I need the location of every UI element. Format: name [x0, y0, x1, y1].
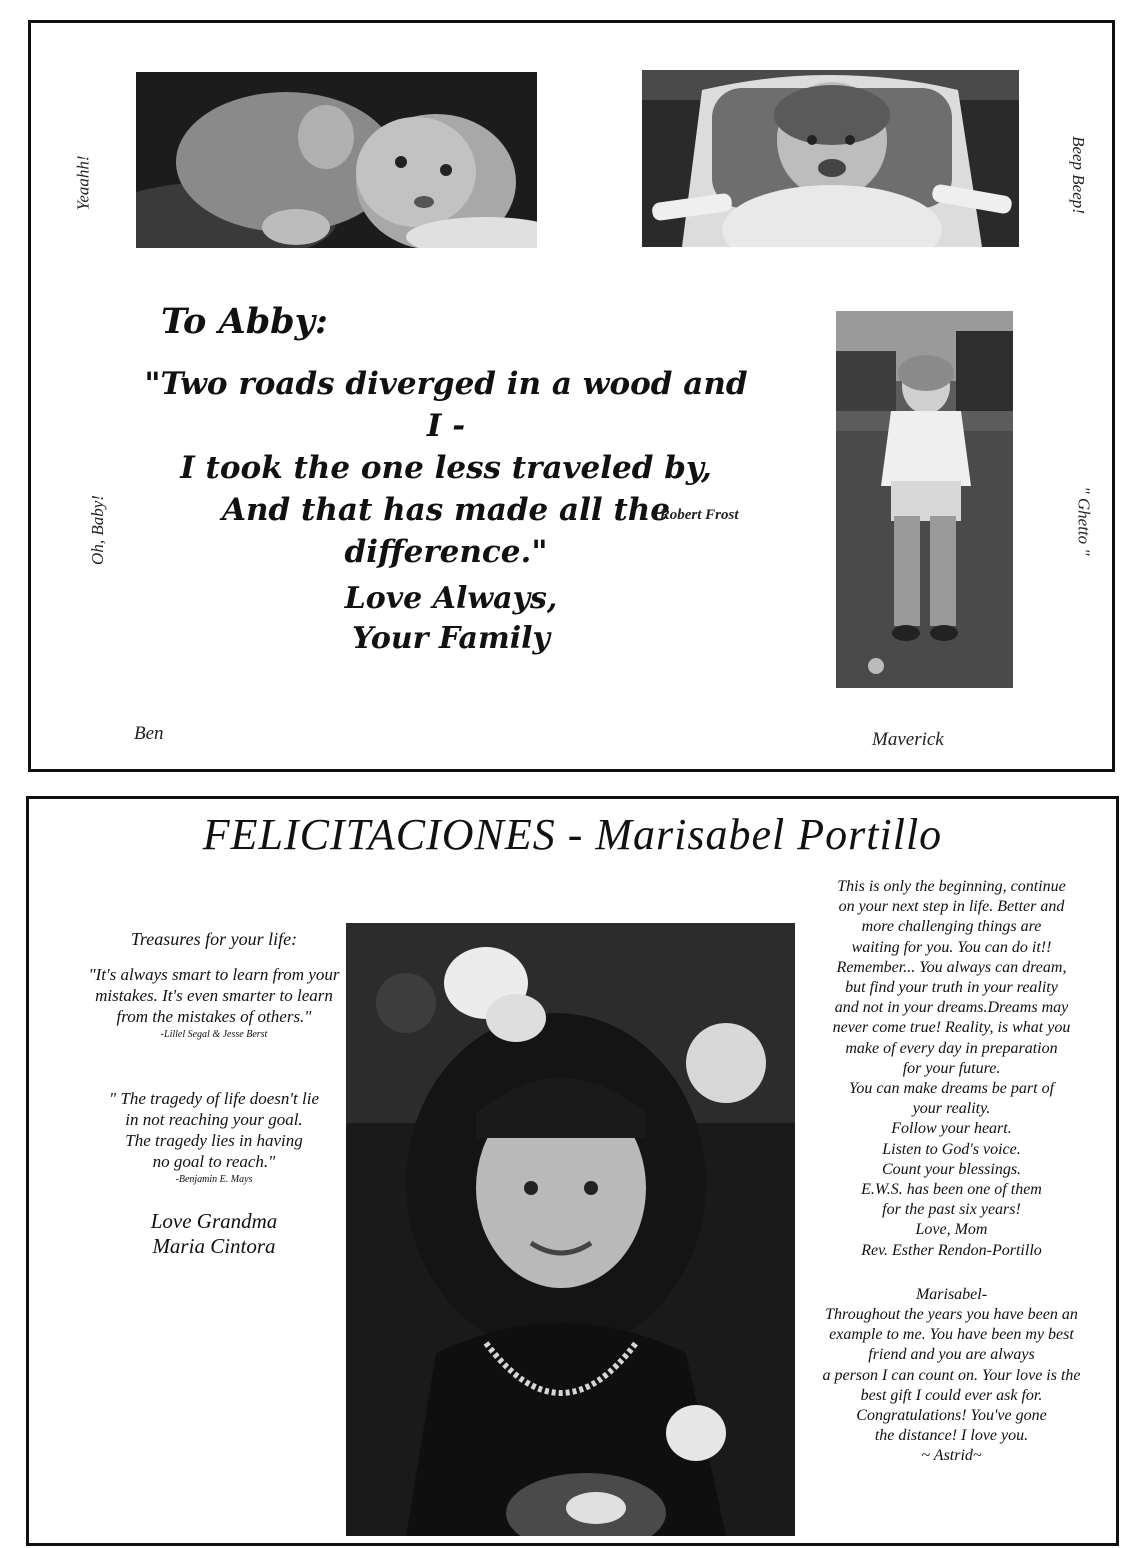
grandma-column [69, 929, 359, 1259]
message-line: your reality. [912, 1100, 991, 1118]
quote-line: "It's always smart to learn from your [88, 965, 340, 984]
grandma-signature [69, 1209, 359, 1259]
sign-line: Love Grandma [150, 1209, 278, 1233]
message-line: for the past six years! [882, 1201, 1021, 1219]
portrait-photo [346, 923, 795, 1536]
standing-girl-photo [836, 311, 1013, 688]
caption-maverick: Maverick [872, 729, 944, 750]
closing-line: Love Always, [344, 581, 558, 616]
message-line: example to me. You have been my best [829, 1326, 1074, 1344]
dedication-heading: To Abby: [161, 301, 328, 342]
message-line: for your future. [902, 1059, 1001, 1077]
caption-ben: Ben [134, 723, 164, 744]
quote-line: I took the one less traveled by, [180, 450, 712, 486]
mom-and-astrid-column [799, 877, 1104, 1467]
quote-line: " The tragedy of life doesn't lie [108, 1089, 320, 1108]
message-line: a person I can count on. Your love is the [822, 1366, 1081, 1384]
message-line: the distance! I love you. [874, 1427, 1029, 1445]
toddler-chair-photo [642, 70, 1019, 247]
baby-photo [136, 72, 537, 248]
quote-line: from the mistakes of others." [116, 1007, 312, 1026]
quote-line: The tragedy lies in having [125, 1131, 303, 1150]
message-line: waiting for you. You can do it!! [851, 938, 1052, 956]
quote-line: "Two roads diverged in a wood and I - [144, 366, 748, 444]
quote-attribution: - Robert Frost [651, 507, 739, 523]
message-line: on your next step in life. Better and [838, 898, 1065, 916]
message-line: Congratulations! You've gone [856, 1407, 1047, 1425]
message-line: Remember... You always can dream, [836, 958, 1067, 976]
label-ghetto: " Ghetto " [1074, 486, 1094, 556]
closing-signature [311, 579, 591, 659]
message-line: never come true! Reality, is what you [832, 1019, 1071, 1037]
message-line: This is only the beginning, continue [837, 878, 1066, 895]
message-line: Listen to God's voice. [882, 1140, 1021, 1158]
message-line: Count your blessings. [881, 1160, 1022, 1178]
mom-message [799, 877, 1104, 1261]
message-line: You can make dreams be part of [848, 1080, 1055, 1098]
panel-title: FELICITACIONES - Marisabel Portillo [202, 810, 943, 859]
treasures-heading: Treasures for your life: [130, 929, 298, 949]
closing-line: Your Family [352, 621, 550, 656]
quote-one [69, 964, 359, 1027]
message-line: make of every day in preparation [845, 1039, 1058, 1057]
family-message-panel [28, 20, 1115, 772]
label-oh-baby: Oh, Baby! [87, 495, 107, 565]
message-line: and not in your dreams.Dreams may [834, 999, 1069, 1017]
message-line: but find your truth in your reality [845, 979, 1058, 997]
message-line: friend and you are always [868, 1346, 1035, 1364]
felicitaciones-panel [26, 796, 1119, 1546]
message-line: Marisabel- [915, 1285, 988, 1303]
message-line: Rev. Esther Rendon-Portillo [861, 1241, 1042, 1259]
message-line: Throughout the years you have been an [825, 1306, 1078, 1324]
astrid-message [799, 1285, 1104, 1467]
message-line: best gift I could ever ask for. [860, 1386, 1043, 1404]
message-line: Love, Mom [915, 1221, 988, 1239]
message-line: E.W.S. has been one of them [861, 1181, 1042, 1199]
label-yeaahh: Yeaahh! [73, 155, 93, 211]
quote-line: And that has made all the difference." [221, 492, 671, 570]
message-line: Follow your heart. [891, 1120, 1012, 1138]
quote-line: in not reaching your goal. [125, 1110, 303, 1129]
label-beep-beep: Beep Beep! [1068, 136, 1088, 214]
quote-two [69, 1088, 359, 1172]
quote-line: mistakes. It's even smarter to learn [95, 986, 333, 1005]
sign-line: Maria Cintora [152, 1234, 276, 1258]
message-line: ~ Astrid~ [921, 1447, 982, 1465]
quote-line: no goal to reach." [152, 1152, 276, 1171]
frost-quote [136, 363, 756, 573]
message-line: more challenging things are [861, 918, 1042, 936]
quote-two-author: -Benjamin E. Mays [175, 1174, 253, 1185]
quote-one-author: -Lillel Segal & Jesse Berst [160, 1029, 268, 1040]
